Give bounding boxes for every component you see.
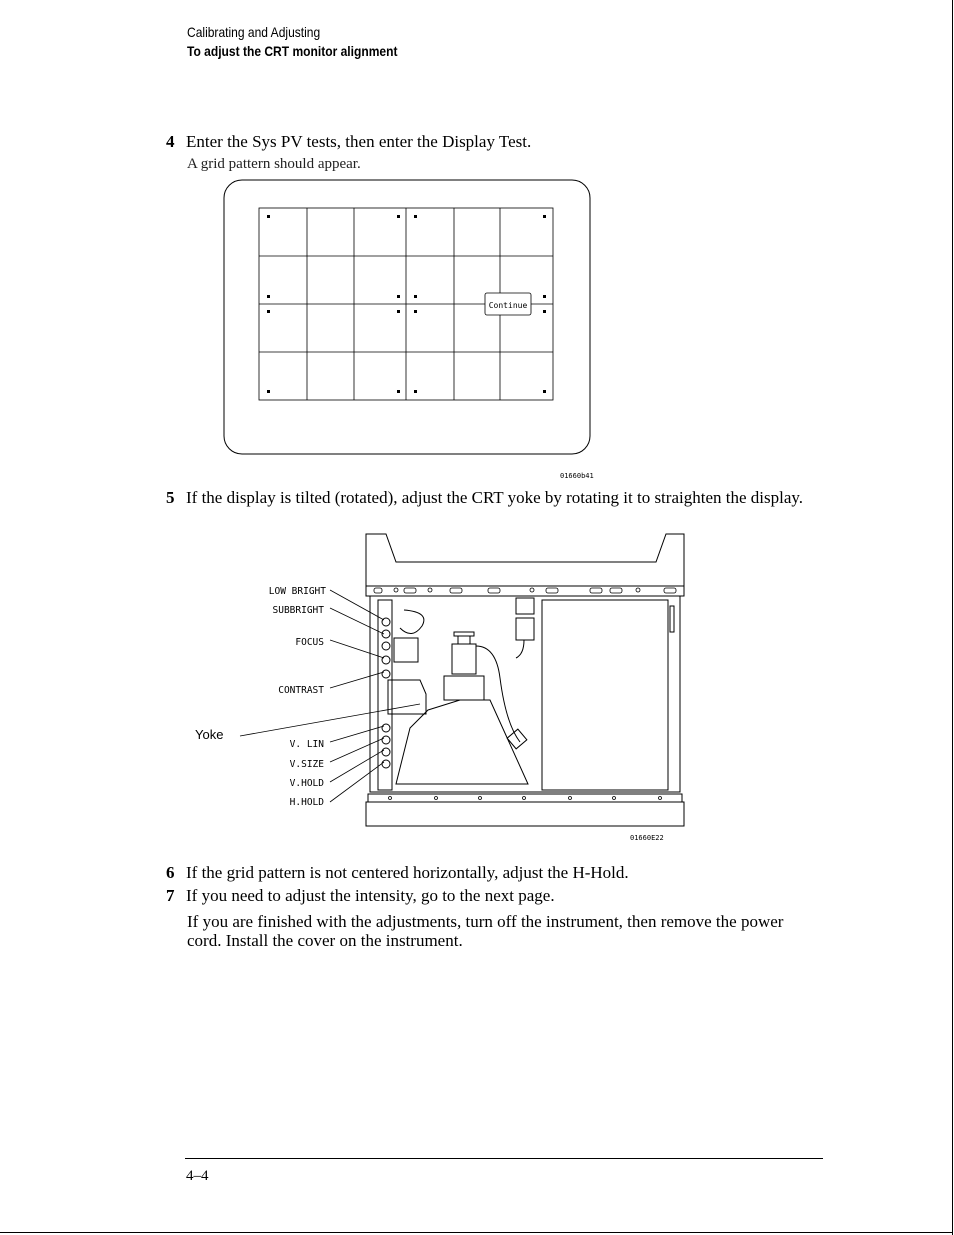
step-text: If the display is tilted (rotated), adjust the CRT yoke by rotating it to straighten the display. <box>186 488 804 507</box>
step-number: 7 <box>166 886 175 905</box>
page-edge-right <box>952 0 953 1235</box>
mounting-holes <box>374 588 676 800</box>
step-4-note: A grid pattern should appear. <box>187 156 361 172</box>
label-focus: FOCUS <box>295 637 324 648</box>
callout-lines <box>240 590 420 802</box>
figure-id: 01660b41 <box>560 472 594 480</box>
running-header-title: To adjust the CRT monitor alignment <box>187 43 398 59</box>
step-number: 4 <box>166 132 175 151</box>
continue-button-label: Continue <box>488 301 528 310</box>
grid-pattern-figure <box>220 178 610 483</box>
closing-paragraph: If you are finished with the adjustments, turn off the instrument, then remove the power cord. Install the cover on the instrument. <box>187 912 784 950</box>
step-number: 5 <box>166 488 175 507</box>
crt-assembly-figure <box>190 528 700 848</box>
crt-tube <box>388 598 534 784</box>
running-header-section: Calibrating and Adjusting <box>187 24 321 40</box>
step-text: Enter the Sys PV tests, then enter the Display Test. <box>186 132 532 151</box>
label-low-bright: LOW BRIGHT <box>268 586 326 597</box>
page-edge-bottom <box>0 1232 953 1233</box>
label-v-lin: V. LIN <box>289 739 324 750</box>
label-v-hold: V.HOLD <box>289 778 324 789</box>
step-text: If you need to adjust the intensity, go to the next page. <box>186 886 555 905</box>
adjustment-pots <box>382 618 418 768</box>
label-v-size: V.SIZE <box>289 759 324 770</box>
label-subbright: SUBBRIGHT <box>272 605 324 616</box>
screen-outline <box>224 180 590 454</box>
step-text: If the grid pattern is not centered horizontally, adjust the H-Hold. <box>186 863 629 882</box>
page-number: 4–4 <box>186 1168 209 1184</box>
footer-rule <box>185 1158 823 1159</box>
label-h-hold: H.HOLD <box>289 797 324 808</box>
label-yoke: Yoke <box>195 727 224 742</box>
figure-id: 01660E22 <box>630 834 664 842</box>
step-number: 6 <box>166 863 175 882</box>
adjustment-labels <box>269 586 326 808</box>
label-contrast: CONTRAST <box>278 685 324 696</box>
